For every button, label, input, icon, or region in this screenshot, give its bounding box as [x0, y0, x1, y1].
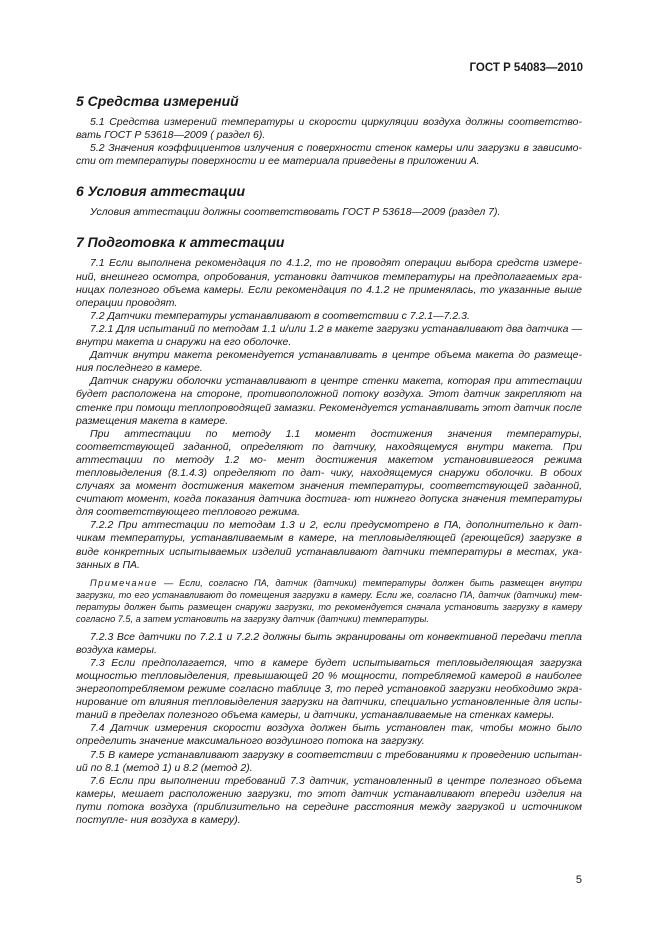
document-body — [76, 92, 582, 827]
paragraph: Датчик снаружи оболочки устанавливают в центре стенки макета, которая при аттестации будет расположена на стороне, противоположной потоку воздуха. Этот датчик закрепляют на стенке при помощи теплопроводящей замазки. Рекомендуется устанавливать этот датчик после размещения макета в камере. — [76, 375, 582, 427]
section-6 — [76, 182, 582, 219]
paragraph: 7.6 Если при выполнении требований 7.3 датчик, установленный в центре полезного объема камеры, мешает расположению загрузки, то этот датчик устанавливают впереди изделия на пути потока воздуха (приблизительно на середине расстояния между загрузкой и источником поступле- ния воздуха в камеру). — [76, 774, 582, 827]
paragraph: 7.2 Датчики температуры устанавливают в соответствии с 7.2.1—7.2.3. — [90, 309, 470, 322]
standard-code: ГОСТ Р 54083—2010 — [469, 62, 583, 74]
paragraph: 7.3 Если предполагается, что в камере будет испытываться тепловыделяющая загрузка мощностью тепловыделения, превышающей 20 % мощности, потребляемой камерой в наиболее энергопотребляемом режиме согласно таблице 3, то перед установкой загрузки необходимо экра- нирование от влияния тепловыделения загрузки на датчики, специально установленные для испы- таний в пределах полезного объема камеры, и датчики, устанавливаемые на стенках камеры. — [76, 656, 582, 722]
paragraph: 7.2.1 Для испытаний по методам 1.1 и/или 1.2 в макете загрузки устанавливают два датчика — внутри макета и снаружи на его оболочке. — [76, 322, 582, 349]
paragraph: 5.2 Значения коэффициентов излучения с поверхности стенок камеры или загрузки в зависимо- сти от температуры поверхности и ее материала приведены в приложении А. — [76, 142, 582, 168]
paragraph: 5.1 Средства измерений температуры и скорости циркуляции воздуха должны соответство- вать ГОСТ Р 53618—2009 ( раздел 6). — [76, 116, 582, 142]
paragraph: 7.1 Если выполнена рекомендация по 4.1.2, то не проводят операции выбора средств измере- ний, внешнего осмотра, опробования, установки датчиков температуры на предполагаемых гра- ницах полезного объема камеры. Если рекомендация по 4.1.2 не применялась, то указанные выше операции проводят. — [76, 257, 582, 309]
section-7 — [76, 233, 582, 827]
section-5 — [76, 92, 582, 168]
section-title: 6 Условия аттестации — [76, 183, 246, 200]
note-label: Примечание — [90, 577, 158, 588]
note — [76, 577, 582, 625]
paragraph: Датчик внутри макета рекомендуется устанавливать в центре объема макета до размеще- ния последнего в камере. — [76, 349, 582, 375]
paragraph: 7.4 Датчик измерения скорости воздуха должен быть установлен так, чтобы можно было определить значение максимального воздушного потока на загрузку. — [76, 722, 582, 748]
section-title: 5 Средства измерений — [76, 93, 239, 109]
paragraph: При аттестации по методу 1.1 момент достижения значения температуры, соответствующей заданной, определяют по датчику, находящемуся внутри макета. При аттестации по методу 1.2 мо- мент достижения макетом установившегося режима тепловыделения (8.1.4.3) определяют по дат- чику, находящемуся снаружи оболочки. В обоих случаях за момент достижения макетом значения температуры, соответствующей заданной, считают момент, когда показания датчика достига- ют нижнего допуска значения температуры для соответствующего теплового режима. — [76, 427, 582, 519]
paragraph: 7.2.3 Все датчики по 7.2.1 и 7.2.2 должны быть экранированы от конвективной передачи тепла воздуха камеры. — [76, 630, 582, 656]
section-title: 7 Подготовка к аттестации — [76, 234, 285, 251]
note-text: — Если, согласно ПА, датчик (датчики) температуры должен быть размещен внутри загрузки, то его устанавливают до помещения загрузки в камеру. Если же, согласно ПА, датчик (датчики) тем- пературы должен быть размещен снаружи загрузки, то рекомендуется сначала установить загрузку в камеру согласно 7.5, а затем установить на загрузку датчик (датчики) температуры. — [76, 577, 582, 624]
page-number: 5 — [575, 874, 582, 886]
paragraph: 7.5 В камере устанавливают загрузку в соответствии с требованиями к проведению испытан- ий по 8.1 (метод 1) и 8.2 (метод 2). — [76, 748, 582, 774]
paragraph: Условия аттестации должны соответствовать ГОСТ Р 53618—2009 (раздел 7). — [90, 206, 501, 219]
paragraph: 7.2.2 При аттестации по методам 1.3 и 2, если предусмотрено в ПА, дополнительно к дат- чикам температуры, устанавливаемым в камере, на тепловыделяющей (греющейся) загрузке в виде конкретных испытываемых изделий устанавливают датчики температуры в местах, ука- занных в ПА. — [76, 519, 582, 571]
